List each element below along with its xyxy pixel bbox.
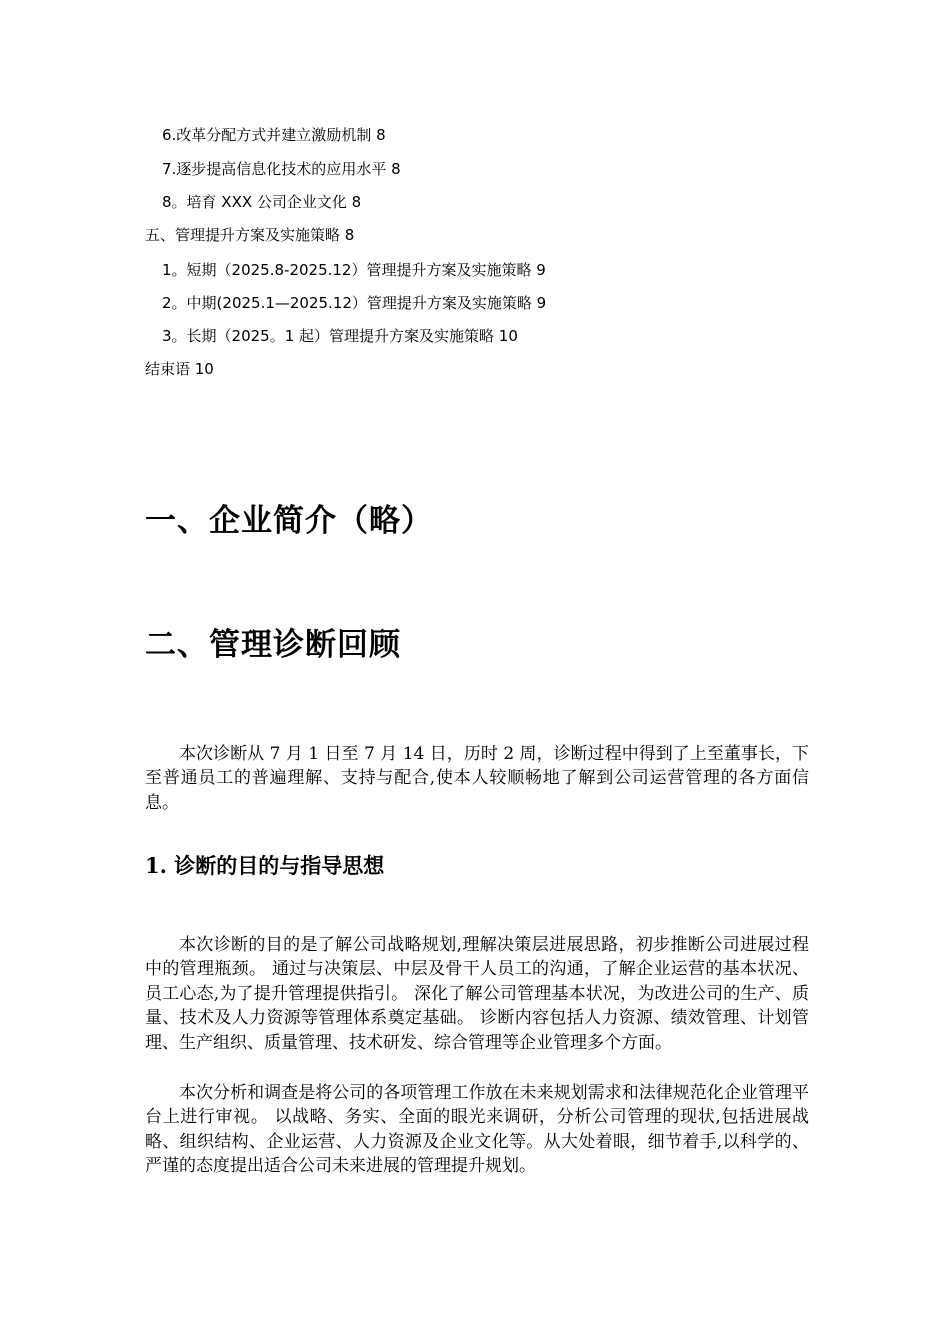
toc-item[interactable]: 8。培育 XXX 公司企业文化 8: [162, 193, 362, 211]
toc-item[interactable]: 6.改革分配方式并建立激励机制 8: [162, 126, 386, 144]
subsection1-paragraph-2: 本次分析和调查是将公司的各项管理工作放在未来规划需求和法律规范化企业管理平台上进行审视。 以战略、务实、全面的眼光来调研，分析公司管理的现状,包括进展战略、组织结构、企业运营、人力资源及企业文化等。从大处着眼，细节着手,以科学的、严谨的态度提出适合公司未来进展的管理提升规划。: [145, 1083, 809, 1177]
subsection1-paragraph-1: 本次诊断的目的是了解公司战略规划,理解决策层进展思路，初步推断公司进展过程中的管理瓶颈。 通过与决策层、中层及骨干人员工的沟通，了解企业运营的基本状况、员工心态,为了提升管理提供指引。 深化了解公司管理基本状况，为改进公司的生产、质量、技术及人力资源等管理体系奠定基础。 诊断内容包括人力资源、绩效管理、计划管理、生产组织、质量管理、技术研发、综合管理等企业管理多个方面。: [145, 935, 809, 1053]
section2-intro-paragraph: 本次诊断从 7 月 1 日至 7 月 14 日，历时 2 周，诊断过程中得到了上至董事长，下至普通员工的普遍理解、支持与配合,使本人较顺畅地了解到公司运营管理的各方面信息。: [145, 744, 809, 813]
section1-heading: 一、企业简介（略）: [145, 503, 433, 539]
toc-item[interactable]: 2。中期(2025.1—2025.12）管理提升方案及实施策略 9: [162, 294, 547, 312]
toc-item[interactable]: 7.逐步提高信息化技术的应用水平 8: [162, 160, 401, 178]
toc-item[interactable]: 结束语 10: [145, 360, 214, 378]
section2-heading: 二、管理诊断回顾: [145, 627, 401, 663]
toc-item[interactable]: 1。短期（2025.8-2025.12）管理提升方案及实施策略 9: [162, 261, 546, 279]
toc-item[interactable]: 五、管理提升方案及实施策略 8: [145, 226, 355, 244]
subsection1-heading: 1. 诊断的目的与指导思想: [145, 853, 385, 878]
toc-item[interactable]: 3。长期（2025。1 起）管理提升方案及实施策略 10: [162, 327, 518, 345]
